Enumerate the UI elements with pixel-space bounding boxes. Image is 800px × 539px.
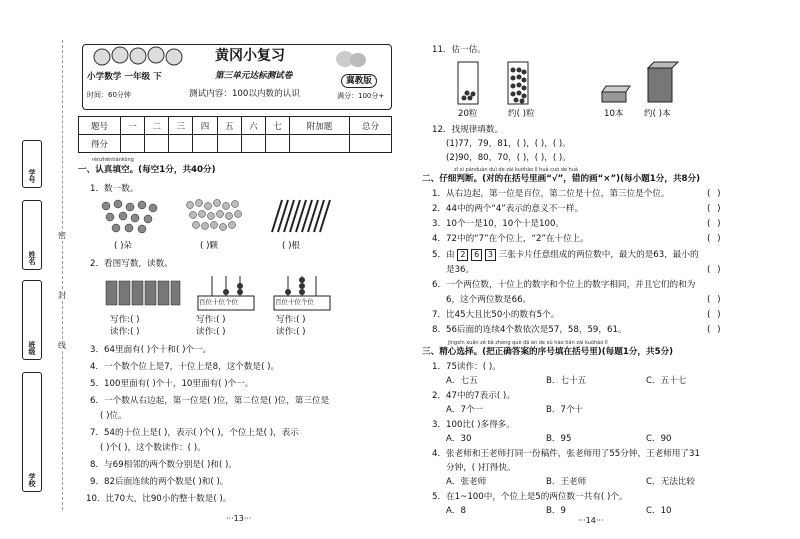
choice-2-b[interactable]: B．7个十 xyxy=(546,405,584,415)
judge-6-line2: 6，这个两位数是66。 xyxy=(446,295,532,305)
q2-read-3[interactable]: 读作:( ) xyxy=(276,327,306,337)
sec2-title: 二、仔细判断。(对的在括号里画“√”，错的画“×”)(每小题1分，共8分) xyxy=(422,174,701,184)
q12: 12．找规律填数。 xyxy=(432,125,504,135)
judge-1-answer[interactable]: ( ) xyxy=(706,189,722,199)
choice-3-a[interactable]: A．30 xyxy=(446,434,472,444)
name-box[interactable]: 姓名 xyxy=(22,200,42,270)
score-entry-row xyxy=(79,135,392,153)
choice-5-a[interactable]: A．8 xyxy=(446,506,466,516)
card-2: 2 xyxy=(457,249,468,261)
choice-5-b[interactable]: B．9 xyxy=(546,506,566,516)
card-3: 3 xyxy=(485,249,496,261)
judge-5-answer[interactable]: ( ) xyxy=(706,265,722,275)
judge-6-line1: 6．一个两位数，十位上的数字和个位上的数字相同，并且它们的和为 xyxy=(432,280,696,290)
card-6: 6 xyxy=(471,249,482,261)
judge-8: 8．56后面的连续4个数依次是57，58，59，61。 xyxy=(432,325,627,335)
exam-content: 测试内容：100以内数的认识 xyxy=(189,89,300,99)
q7-line1[interactable]: 7．54的十位上是( )，表示( )个( )，个位上是( )，表示 xyxy=(90,428,299,438)
page-number-right: ···14··· xyxy=(578,516,604,525)
score-input[interactable] xyxy=(217,135,241,153)
abacus-2-labels: 百位十位个位 xyxy=(275,298,314,306)
choice-1-a[interactable]: A．七五 xyxy=(446,376,478,386)
exam-title: 第三单元达标测试卷 xyxy=(215,71,293,81)
q11: 11．估一估。 xyxy=(432,45,486,55)
edition-badge: 冀教版 xyxy=(341,74,377,88)
score-cell: 六 xyxy=(241,117,265,135)
q11-jar-estimate[interactable]: 约( )粒 xyxy=(508,109,535,119)
q3[interactable]: 3．64里面有( )个十和( )个一。 xyxy=(90,345,212,355)
judge-2: 2．44中的两个“4”表示的意义不一样。 xyxy=(432,204,584,214)
cut-mark-feng: 封 xyxy=(58,291,66,300)
score-cell: 三 xyxy=(169,117,193,135)
choice-4-a[interactable]: A．张老师 xyxy=(446,477,487,487)
score-cell: 附加题 xyxy=(290,117,350,135)
q5[interactable]: 5．100里面有( )个十，10里面有( )个一。 xyxy=(90,379,254,389)
judge-1: 1．从右边起，第一位是百位，第二位是十位，第三位是个位。 xyxy=(432,189,670,199)
cut-mark-mi: 密 xyxy=(58,231,66,240)
judge-4: 4．72中的“7”在个位上，“2”在十位上。 xyxy=(432,234,589,244)
judge-3: 3．10个一是10，10个十是100。 xyxy=(432,219,565,229)
flowers-image xyxy=(98,198,160,234)
brand-logo: 黄冈小复习 xyxy=(215,48,285,64)
sec1-pinyin: rènzhēntiánkòng xyxy=(92,157,134,163)
choice-5-c[interactable]: C．10 xyxy=(646,506,672,516)
exam-header xyxy=(82,44,392,110)
balloon-icon xyxy=(331,49,371,71)
choice-5[interactable]: 5．在1~100中，个位上是5的两位数一共有( )个。 xyxy=(432,492,628,502)
choice-4-b[interactable]: B．王老师 xyxy=(546,477,587,487)
q2-write-3[interactable]: 写作:( ) xyxy=(276,315,306,325)
choice-4-c[interactable]: C．无法比较 xyxy=(646,477,695,487)
children-illustration xyxy=(87,43,197,69)
exam-time: 时间：60分钟 xyxy=(87,91,131,99)
score-input[interactable] xyxy=(169,135,193,153)
books-image xyxy=(600,60,690,106)
q2-read-2[interactable]: 读作:( ) xyxy=(196,327,226,337)
score-input[interactable] xyxy=(265,135,289,153)
score-input[interactable] xyxy=(193,135,217,153)
q11-jar-label: 20粒 xyxy=(458,109,478,119)
q1: 1．数一数。 xyxy=(90,184,139,194)
judge-7: 7．比45大且比50小的数有5个。 xyxy=(432,310,560,320)
judge-8-answer[interactable]: ( ) xyxy=(706,325,722,335)
judge-7-answer[interactable]: ( ) xyxy=(706,310,722,320)
sec3-pinyin: jīngxīn xuǎn zé bǎ zhèng què dá àn de xù hào tián zài kuòhào lǐ xyxy=(448,340,608,346)
q6-line1[interactable]: 6．一个数从右边起，第一位是( )位，第二位是( )位，第三位是 xyxy=(90,396,330,406)
score-cell: 七 xyxy=(265,117,289,135)
q12-2[interactable]: (2)90，80，70，( )，( )，( )。 xyxy=(446,153,571,163)
score-input[interactable] xyxy=(290,135,350,153)
judge-4-answer[interactable]: ( ) xyxy=(706,234,722,244)
sec1-title: 一、认真填空。(每空1分，共40分) xyxy=(78,165,216,175)
score-input[interactable] xyxy=(349,135,391,153)
choice-3-c[interactable]: C．90 xyxy=(646,434,672,444)
full-score: 满分：100分+ xyxy=(337,92,385,100)
abacus-1-image xyxy=(196,274,258,314)
score-header-row xyxy=(79,117,392,135)
sticks-image xyxy=(268,198,332,234)
choice-4-line1: 4．张老师和王老师打同一份稿件，张老师用了55分钟，王老师用了31 xyxy=(432,449,700,459)
q9[interactable]: 9．82后面连续的两个数是( )和( )。 xyxy=(90,477,229,487)
choice-1-b[interactable]: B．七十五 xyxy=(546,376,587,386)
q2: 2．看图写数，读数。 xyxy=(90,259,173,269)
jars-image xyxy=(456,60,566,106)
q2-write-1[interactable]: 写作:( ) xyxy=(110,315,140,325)
abacus-2-image xyxy=(272,274,334,314)
abacus-1-labels: 百位十位个位 xyxy=(199,298,238,306)
score-cell: 四 xyxy=(193,117,217,135)
choice-1-c[interactable]: C．五十七 xyxy=(646,376,687,386)
stars-image xyxy=(184,198,246,234)
q11-book-label: 10本 xyxy=(604,109,624,119)
q1-sticks-answer[interactable]: ( )根 xyxy=(282,241,301,251)
choice-3-b[interactable]: B．95 xyxy=(546,434,572,444)
seal-line xyxy=(62,40,63,510)
choice-2-a[interactable]: A．7个一 xyxy=(446,405,484,415)
school-box[interactable]: 学校 xyxy=(22,372,42,492)
score-cell: 五 xyxy=(217,117,241,135)
q4[interactable]: 4．一个数个位上是7，十位上是8，这个数是( )。 xyxy=(90,362,280,372)
q11-book-estimate[interactable]: 约( )本 xyxy=(644,109,671,119)
q10[interactable]: 10．比70大，比90小的整十数是( )。 xyxy=(86,494,232,504)
class-box[interactable]: 班级 xyxy=(22,280,42,360)
q8[interactable]: 8．与69相邻的两个数分别是( )和( )。 xyxy=(90,460,237,470)
student-id-box[interactable]: 学号 xyxy=(22,140,42,188)
page-number-left: ···13··· xyxy=(226,514,252,523)
cut-mark-xian: 线 xyxy=(58,341,66,350)
choice-4-line2[interactable]: 分钟，( )打得快。 xyxy=(446,463,516,473)
sec3-title: 三、精心选择。(把正确答案的序号填在括号里)(每题1分，共5分) xyxy=(422,347,674,357)
choice-3[interactable]: 3．100比( )多得多。 xyxy=(432,420,515,430)
q6-line2[interactable]: ( )位。 xyxy=(100,411,127,421)
bundles-image xyxy=(104,278,182,308)
score-input[interactable] xyxy=(145,135,169,153)
score-cell: 一 xyxy=(121,117,145,135)
judge-3-answer[interactable]: ( ) xyxy=(706,219,722,229)
score-table xyxy=(78,116,392,153)
q7-line2[interactable]: ( )个( )，这个数读作：( )。 xyxy=(100,443,206,453)
score-cell: 总分 xyxy=(349,117,391,135)
score-cell: 题号 xyxy=(79,117,121,135)
score-input[interactable] xyxy=(121,135,145,153)
choice-2[interactable]: 2．47中的7表示( )。 xyxy=(432,391,515,401)
subject-grade: 小学数学 一年级 下 xyxy=(87,72,162,82)
judge-2-answer[interactable]: ( ) xyxy=(706,204,722,214)
score-cell: 二 xyxy=(145,117,169,135)
judge-5-line1: 5．由 2 6 3 三张卡片任意组成的两位数中，最大的是63，最小的 xyxy=(432,250,699,260)
q1-stars-answer[interactable]: ( )颗 xyxy=(200,241,219,251)
choice-1[interactable]: 1．75读作：( )。 xyxy=(432,362,501,372)
score-row-label: 得分 xyxy=(79,135,121,153)
score-input[interactable] xyxy=(241,135,265,153)
sec2-pinyin: zǐ xì pànduàn duì de zài kuòhào lǐ huà cuò de huà xyxy=(454,167,578,173)
judge-5-line2: 是36。 xyxy=(446,265,475,275)
q2-read-1[interactable]: 读作:( ) xyxy=(110,327,140,337)
judge-6-answer[interactable]: ( ) xyxy=(706,295,722,305)
q12-1[interactable]: (1)77，79，81，( )，( )，( )。 xyxy=(446,139,571,149)
q1-flowers-answer[interactable]: ( )朵 xyxy=(114,241,133,251)
q2-write-2[interactable]: 写作:( ) xyxy=(196,315,226,325)
